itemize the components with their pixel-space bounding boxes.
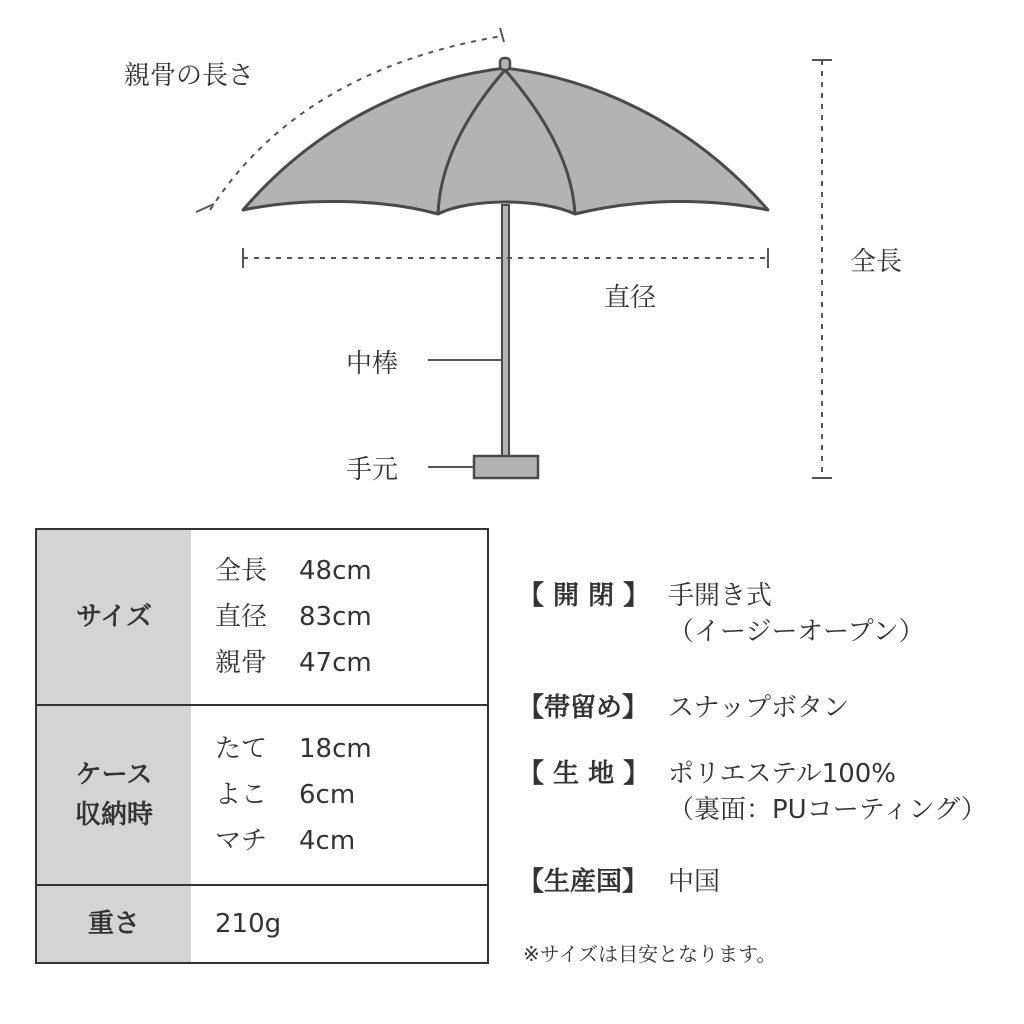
detail-value-line2: （イージーオープン） <box>668 617 925 647</box>
weight-value-cell <box>191 886 487 962</box>
spec-value: 18cm <box>299 734 372 764</box>
umbrella-shaft <box>502 205 509 457</box>
size-header <box>37 530 191 704</box>
handle-label: 手元 <box>346 455 399 485</box>
spec-key: マチ <box>215 826 268 856</box>
detail-value <box>668 756 987 828</box>
detail-value-line1: ポリエステル100% <box>668 759 896 789</box>
size-total-length <box>215 548 487 594</box>
umbrella-handle <box>474 456 538 478</box>
detail-value-line1: 中国 <box>668 867 721 897</box>
diameter-label: 直径 <box>604 283 657 313</box>
spec-value: 6cm <box>299 780 356 810</box>
detail-label: 【 生 地 】 <box>518 759 650 789</box>
size-diameter <box>215 594 487 640</box>
weight-row <box>37 886 487 962</box>
detail-value-line2: （裏面：PUコーティング） <box>668 795 987 825</box>
size-header-label: サイズ <box>76 602 152 632</box>
case-header-line1: ケース <box>75 760 153 790</box>
weight-header <box>37 886 191 962</box>
detail-label: 【帯留め】 <box>518 693 649 723</box>
spec-key: よこ <box>215 780 268 810</box>
spec-key: 直径 <box>215 602 268 632</box>
shaft-label: 中棒 <box>346 349 399 379</box>
case-values <box>191 706 487 884</box>
case-width <box>215 772 487 818</box>
detail-value-line1: スナップボタン <box>668 693 849 723</box>
detail-label: 【生産国】 <box>518 867 649 897</box>
spec-value: 83cm <box>299 602 372 632</box>
umbrella-canopy <box>243 68 768 214</box>
detail-label: 【 開 閉 】 <box>518 581 650 611</box>
case-row <box>37 706 487 886</box>
size-row <box>37 530 487 706</box>
spec-value: 4cm <box>299 826 356 856</box>
spec-value: 210g <box>215 909 282 939</box>
size-rib <box>215 640 487 686</box>
case-height <box>215 726 487 772</box>
spec-value: 48cm <box>299 556 372 586</box>
spec-key: たて <box>215 734 268 764</box>
detail-value-line1: 手開き式 <box>668 581 773 611</box>
detail-value <box>668 578 925 650</box>
spec-value: 47cm <box>299 648 372 678</box>
rib-length-label: 親骨の長さ <box>124 61 255 91</box>
spec-table <box>35 528 489 964</box>
weight-header-label: 重さ <box>87 909 140 939</box>
detail-value <box>668 864 720 900</box>
umbrella-tip <box>500 58 510 70</box>
rib-length-start-tick <box>500 28 504 42</box>
detail-value <box>668 690 849 726</box>
case-depth <box>215 818 487 864</box>
size-note: ※サイズは目安となります。 <box>523 942 777 966</box>
spec-key: 親骨 <box>215 648 268 678</box>
case-header <box>37 706 191 884</box>
weight-value <box>215 901 487 947</box>
case-header-line2: 収納時 <box>74 800 153 830</box>
size-values <box>191 530 487 704</box>
spec-key: 全長 <box>215 556 268 586</box>
total-length-label: 全長 <box>850 247 903 277</box>
